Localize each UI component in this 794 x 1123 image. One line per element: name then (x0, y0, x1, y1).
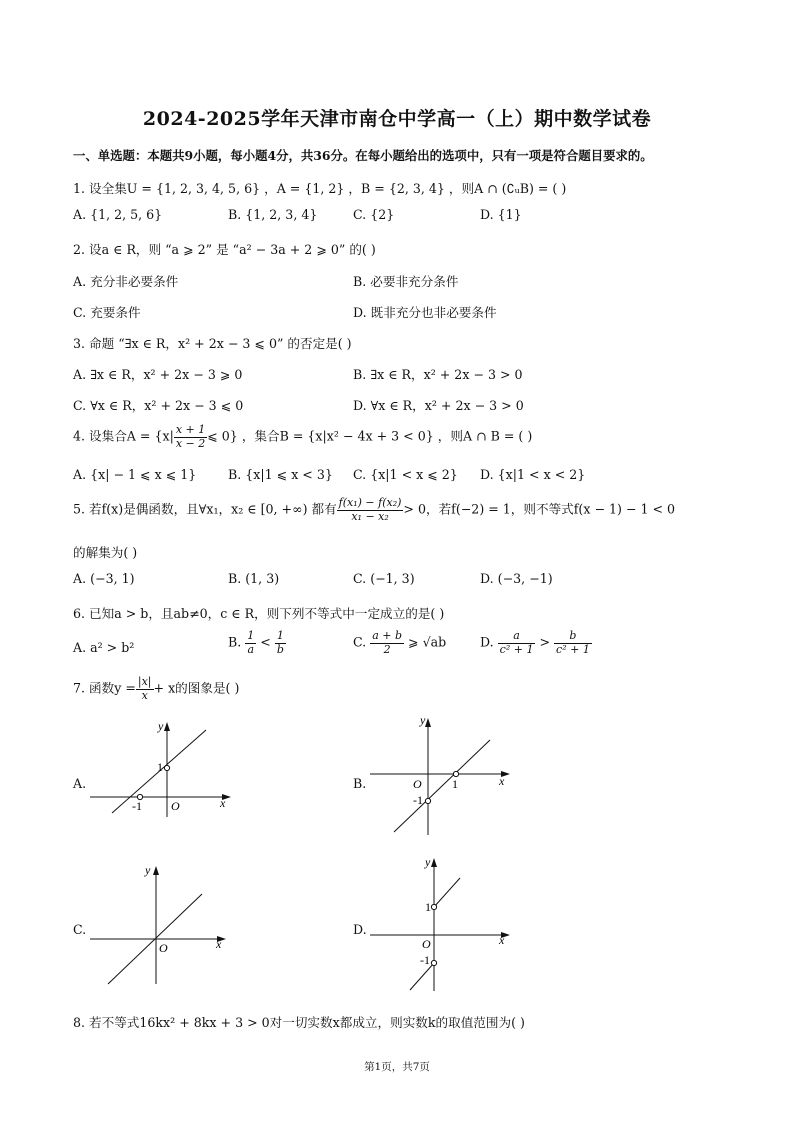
q6-option-d[interactable] (480, 630, 592, 656)
q7-option-b-label[interactable]: B. (353, 776, 367, 791)
graph-d-origin: O (422, 937, 431, 951)
graph-a-y-label: y (158, 719, 164, 733)
graph-b-x-label: x (499, 774, 505, 788)
q1-option-d[interactable]: D. {1} (480, 207, 522, 222)
q6-d-frac2 (554, 630, 592, 656)
graph-d-line-left (410, 963, 434, 990)
q1-option-c[interactable]: C. {2} (353, 207, 395, 222)
q3-option-c[interactable]: C. ∀x ∈ R，x² + 2x − 3 ⩽ 0 (73, 398, 244, 413)
q7-option-c-label[interactable]: C. (73, 922, 87, 937)
q6-option-c[interactable] (353, 630, 446, 656)
graph-d-x-label: x (499, 933, 505, 947)
question-7-stem (73, 676, 239, 702)
q6-d-frac1 (498, 630, 536, 656)
q7-stem-post: + x的图象是( ) (153, 680, 240, 696)
q6-d-num2: b (554, 630, 592, 644)
graph-d-y-label: y (425, 855, 431, 869)
graph-d-open-point-neg1 (431, 960, 436, 965)
question-1-stem: 1. 设全集U = {1, 2, 3, 4, 5, 6} ，A = {1, 2} ，B = {2, 3, 4} ，则A ∩ (∁ᵤB) = ( ) (73, 181, 567, 196)
graph-b-origin: O (413, 777, 422, 791)
graph-a-open-point-1 (164, 765, 169, 770)
graph-a-y-arrow (164, 722, 170, 731)
page-footer: 第1页，共7页 (364, 1061, 430, 1073)
q6-c-label: C. (353, 634, 367, 650)
q6-option-b[interactable] (228, 630, 286, 656)
q3-option-d[interactable]: D. ∀x ∈ R，x² + 2x − 3 > 0 (353, 398, 524, 413)
q6-d-den1: c² + 1 (499, 642, 534, 656)
graph-c-y-label: y (145, 863, 151, 877)
q7-option-d-label[interactable]: D. (353, 922, 367, 937)
q6-b-den1: a (247, 642, 255, 656)
question-3-stem: 3. 命题 “∃x ∈ R，x² + 2x − 3 ⩽ 0” 的否定是( ) (73, 336, 352, 351)
q6-option-a[interactable]: A. a² > b² (73, 640, 135, 655)
q5-option-d[interactable]: D. (−3, −1) (480, 571, 553, 586)
q7-option-a-label[interactable]: A. (73, 776, 87, 791)
q6-b-op: < (260, 634, 271, 650)
graph-d-line-right (434, 878, 460, 907)
q4-fraction (174, 424, 207, 450)
graph-a-origin: O (171, 799, 180, 813)
q4-frac-den: x − 2 (175, 436, 206, 450)
graph-c-x-label: x (216, 937, 222, 951)
graph-d-tick-neg1: -1 (420, 953, 430, 967)
graph-c-origin: O (159, 941, 168, 955)
q1-option-a[interactable]: A. {1, 2, 5, 6} (73, 207, 163, 222)
q5-stem-post: > 0，若f(−2) = 1，则不等式f(x − 1) − 1 < 0 (403, 501, 676, 517)
graph-d-open-point-1 (431, 904, 436, 909)
graph-c-y-arrow (153, 866, 159, 875)
graph-b-open-point-1 (453, 771, 458, 776)
graph-a-x-label: x (220, 796, 226, 810)
q4-option-d[interactable]: D. {x|1 < x < 2} (480, 467, 586, 482)
q4-stem-pre: 4. 设集合A = {x| (73, 428, 174, 444)
q2-option-d[interactable]: D. 既非充分也非必要条件 (353, 305, 497, 320)
q6-c-den: 2 (383, 642, 391, 656)
graph-a-tick-1: 1 (157, 760, 163, 774)
q6-b-num2: 1 (275, 630, 286, 644)
q4-option-c[interactable]: C. {x|1 < x ⩽ 2} (353, 467, 458, 482)
q2-option-a[interactable]: A. 充分非必要条件 (73, 274, 179, 289)
q6-b-frac1 (245, 630, 256, 656)
q6-c-rest: ⩾ √ab (408, 634, 447, 650)
graph-b-y-label: y (420, 713, 426, 727)
page-title: 2024-2025学年天津市南仓中学高一（上）期中数学试卷 (142, 108, 652, 130)
q6-d-label: D. (480, 634, 494, 650)
q5-fraction (337, 497, 404, 523)
graph-a-tick-neg1: -1 (132, 799, 142, 813)
q6-b-label: B. (228, 634, 242, 650)
q5-option-c[interactable]: C. (−1, 3) (353, 571, 415, 586)
q4-frac-num: x + 1 (175, 423, 206, 436)
question-8-stem: 8. 若不等式16kx² + 8kx + 3 > 0对一切实数x都成立，则实数k的取值范围为( ) (73, 1015, 525, 1030)
q6-b-frac2 (275, 630, 286, 656)
q3-option-b[interactable]: B. ∃x ∈ R，x² + 2x − 3 > 0 (353, 367, 523, 382)
q7-frac-num: |x| (137, 675, 152, 688)
q5-frac-den: x₁ − x₂ (351, 509, 389, 523)
q2-option-b[interactable]: B. 必要非充分条件 (353, 274, 459, 289)
graph-d[interactable] (368, 852, 520, 992)
graph-b-tick-neg1: -1 (413, 793, 423, 807)
q5-stem-pre: 5. 若f(x)是偶函数，且∀x₁，x₂ ∈ [0, +∞) 都有 (73, 501, 337, 517)
q6-d-den2: c² + 1 (556, 642, 590, 656)
q6-d-num1: a (498, 630, 536, 644)
graph-c[interactable] (88, 862, 240, 986)
question-6-stem: 6. 已知a > b，且ab≠0，c ∈ R，则下列不等式中一定成立的是( ) (73, 606, 445, 621)
q7-stem-pre: 7. 函数y = (73, 680, 136, 696)
q2-option-c[interactable]: C. 充要条件 (73, 305, 141, 320)
q6-b-num1: 1 (247, 629, 255, 642)
q4-option-b[interactable]: B. {x|1 ⩽ x < 3} (228, 467, 333, 482)
q6-c-num: a + b (372, 629, 403, 642)
question-5-stem-line2: 的解集为( ) (73, 545, 138, 560)
q6-b-den2: b (276, 642, 284, 656)
question-5-stem (73, 497, 675, 523)
q1-option-b[interactable]: B. {1, 2, 3, 4} (228, 207, 318, 222)
question-2-stem: 2. 设a ∈ R，则 “a ⩾ 2” 是 “a² − 3a + 2 ⩾ 0” 的( ) (73, 242, 376, 257)
q3-option-a[interactable]: A. ∃x ∈ R，x² + 2x − 3 ⩾ 0 (73, 367, 243, 382)
graph-b-tick-1: 1 (452, 777, 458, 791)
graph-b[interactable] (368, 712, 520, 836)
q6-c-frac (370, 630, 404, 656)
question-4-stem (73, 424, 532, 450)
q4-option-a[interactable]: A. {x| − 1 ⩽ x ⩽ 1} (73, 467, 197, 482)
graph-d-y-arrow (431, 858, 437, 867)
q5-option-a[interactable]: A. (−3, 1) (73, 571, 135, 586)
section-heading: 一、单选题：本题共9小题，每小题4分，共36分。在每小题给出的选项中，只有一项是符合题目要求的。 (73, 148, 653, 163)
q6-d-op: > (539, 634, 551, 650)
q5-option-b[interactable]: B. (1, 3) (228, 571, 280, 586)
graph-b-y-arrow (425, 718, 431, 727)
graph-b-open-point-neg1 (425, 798, 430, 803)
q4-stem-post: ⩽ 0} ，集合B = {x|x² − 4x + 3 < 0} ，则A ∩ B = ( ) (207, 428, 533, 444)
q7-frac-den: x (141, 688, 148, 702)
graph-a[interactable] (88, 718, 240, 818)
graph-b-line (394, 740, 490, 832)
q5-frac-num: f(x₁) − f(x₂) (338, 496, 402, 509)
q7-fraction (136, 676, 154, 702)
graph-d-tick-1: 1 (425, 900, 431, 914)
